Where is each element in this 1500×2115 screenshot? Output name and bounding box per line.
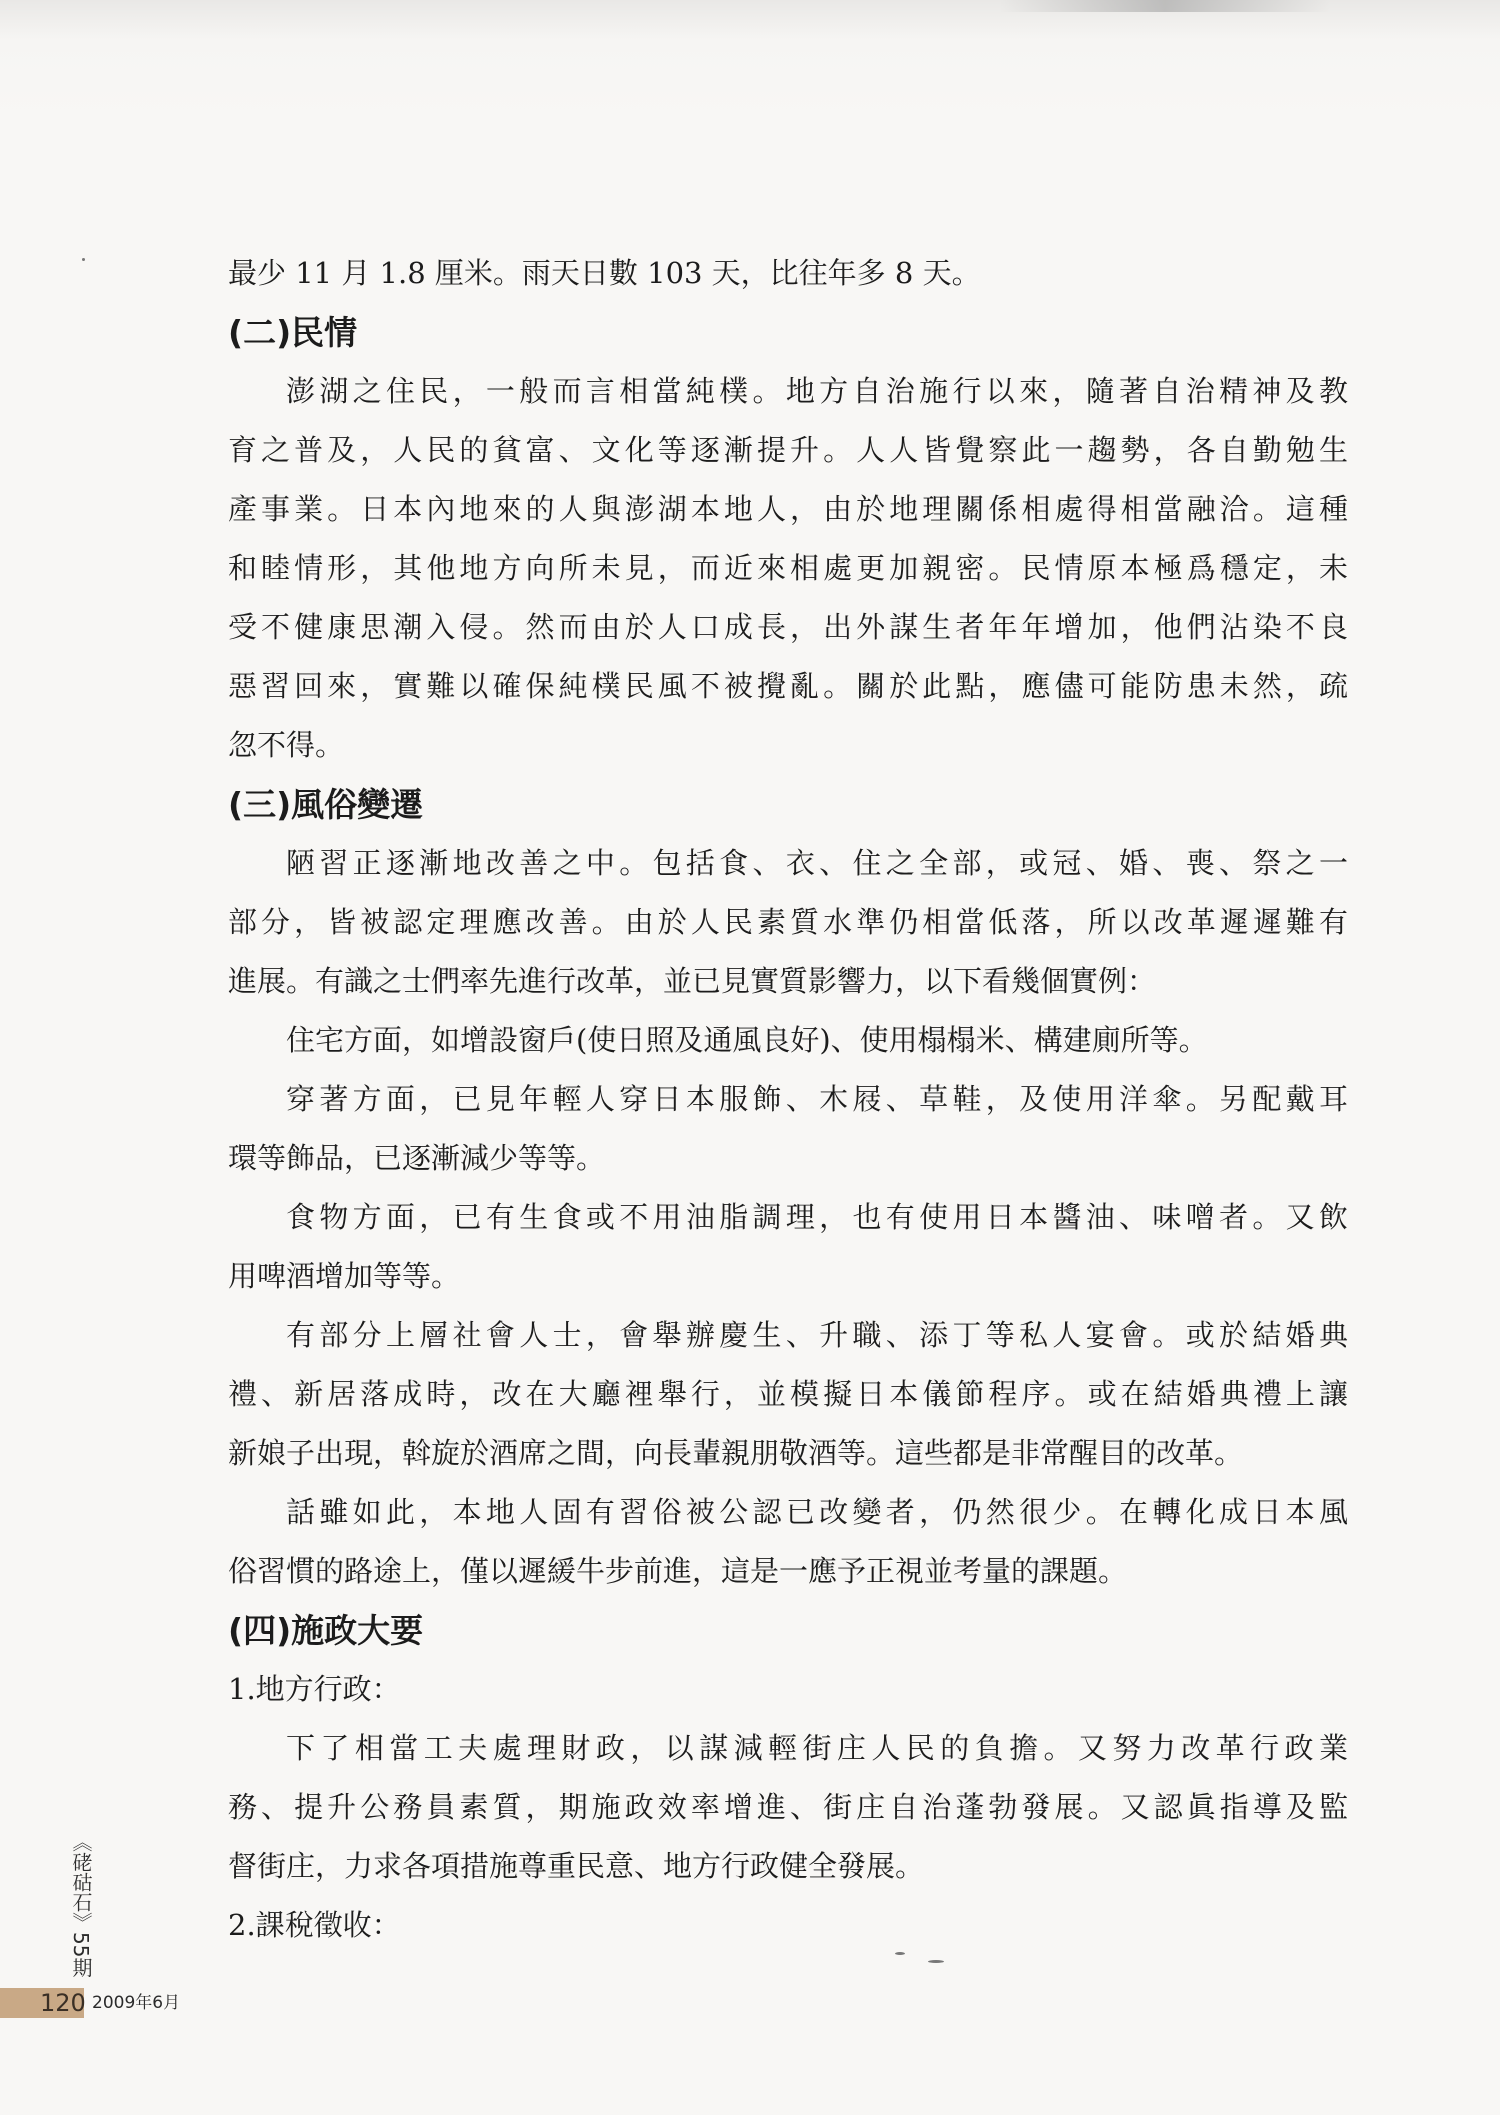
paragraph-line: 部分，皆被認定理應改善。由於人民素質水準仍相當低落，所以改革遲遲難有 — [228, 905, 1348, 939]
paragraph-line: 有部分上層社會人士，會舉辦慶生、升職、添丁等私人宴會。或於結婚典 — [286, 1318, 1348, 1352]
paragraph-line: 住宅方面，如增設窗戶(使日照及通風良好)、使用榻榻米、構建廁所等。 — [286, 1023, 1208, 1057]
paragraph-line: 穿著方面，已見年輕人穿日本服飾、木屐、草鞋，及使用洋傘。另配戴耳 — [286, 1082, 1348, 1116]
paragraph-line: 新娘子出現，斡旋於酒席之間，向長輩親朋敬酒等。這些都是非常醒目的改革。 — [228, 1436, 1244, 1470]
paragraph-line: 下了相當工夫處理財政，以謀減輕街庄人民的負擔。又努力改革行政業 — [286, 1731, 1348, 1765]
scan-edge-mark — [1000, 0, 1330, 12]
paragraph-line: 最少 11 月 1.8 厘米。雨天日數 103 天，比往年多 8 天。 — [228, 256, 981, 290]
paragraph-line: 產事業。日本內地來的人與澎湖本地人，由於地理關係相處得相當融洽。這種 — [228, 492, 1348, 526]
paragraph-folk-conditions — [228, 362, 1348, 775]
paragraph-line: 務、提升公務員素質，期施政效率增進、街庄自治蓬勃發展。又認眞指導及監 — [228, 1790, 1348, 1824]
scan-speck — [82, 258, 85, 261]
section-heading-administration: (四)施政大要 — [228, 1611, 424, 1650]
paragraph-conclusion — [228, 1483, 1348, 1601]
article-body — [228, 244, 1348, 1955]
issue-date: 2009年6月 — [92, 1993, 181, 2013]
journal-title: 《硓𥑮石》55期 — [69, 1832, 93, 1978]
paragraph-clothing — [228, 1070, 1348, 1188]
paragraph-food — [228, 1188, 1348, 1306]
list-item-tax-collection: 2.課稅徵收： — [228, 1908, 401, 1942]
paragraph-housing — [228, 1011, 1348, 1070]
paragraph-line: 進展。有識之士們率先進行改革，並已見實質影響力，以下看幾個實例： — [228, 964, 1157, 998]
paragraph-line: 禮、新居落成時，改在大廳裡舉行，並模擬日本儀節程序。或在結婚典禮上讓 — [228, 1377, 1348, 1411]
paragraph-line: 陋習正逐漸地改善之中。包括食、衣、住之全部，或冠、婚、喪、祭之一 — [286, 846, 1348, 880]
section-heading-folk-conditions: (二)民情 — [228, 313, 358, 352]
scan-speck — [928, 1960, 944, 1963]
paragraph-line: 環等飾品，已逐漸減少等等。 — [228, 1141, 606, 1175]
paragraph-line: 和睦情形，其他地方向所未見，而近來相處更加親密。民情原本極爲穩定，未 — [228, 551, 1348, 585]
scan-speck — [895, 1952, 905, 1955]
paragraph-line: 惡習回來，實難以確保純樸民風不被攪亂。關於此點，應儘可能防患未然，疏 — [228, 669, 1348, 703]
page-number: 120 — [40, 1989, 86, 2017]
paragraph-local-administration — [228, 1719, 1348, 1896]
paragraph-ceremonies — [228, 1306, 1348, 1483]
paragraph-customs-intro — [228, 834, 1348, 1011]
list-item-local-administration: 1.地方行政： — [228, 1672, 401, 1706]
paragraph-line: 俗習慣的路途上，僅以遲緩牛步前進，這是一應予正視並考量的課題。 — [228, 1554, 1128, 1588]
paragraph-line: 忽不得。 — [228, 728, 345, 762]
paragraph-line: 食物方面，已有生食或不用油脂調理，也有使用日本醬油、味噌者。又飲 — [286, 1200, 1348, 1234]
paragraph-line: 澎湖之住民，一般而言相當純樸。地方自治施行以來，隨著自治精神及教 — [286, 374, 1348, 408]
section-heading-customs-change: (三)風俗變遷 — [228, 785, 424, 824]
paragraph-line: 育之普及，人民的貧富、文化等逐漸提升。人人皆覺察此一趨勢，各自勤勉生 — [228, 433, 1348, 467]
paragraph-line: 用啤酒增加等等。 — [228, 1259, 461, 1293]
paragraph-line: 話雖如此，本地人固有習俗被公認已改變者，仍然很少。在轉化成日本風 — [286, 1495, 1348, 1529]
paragraph-line: 督街庄，力求各項措施尊重民意、地方行政健全發展。 — [228, 1849, 925, 1883]
paragraph-line: 受不健康思潮入侵。然而由於人口成長，出外謀生者年年增加，他們沾染不良 — [228, 610, 1348, 644]
